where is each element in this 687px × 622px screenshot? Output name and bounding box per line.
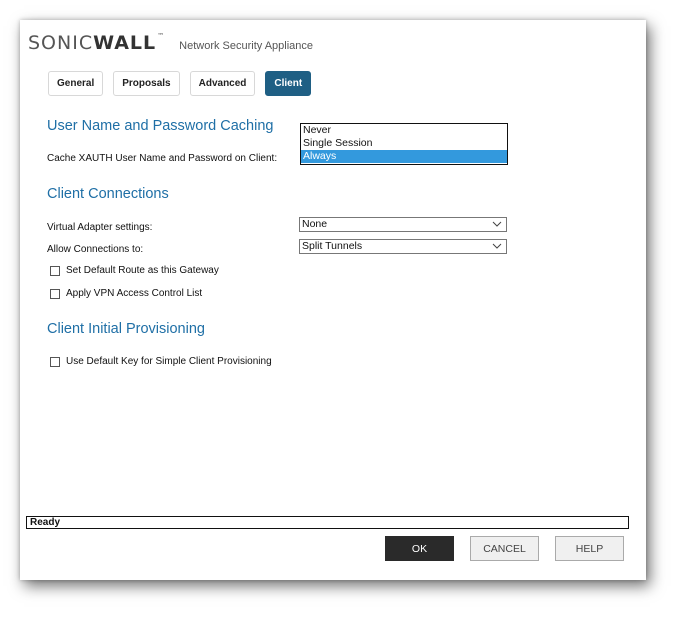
status-bar: Ready [26,516,629,529]
provisioning-section-title: Client Initial Provisioning [47,321,205,337]
allow-connections-select[interactable] [299,239,507,254]
tab-bar [48,71,311,96]
chevron-down-icon [492,242,502,250]
allow-connections-label: Allow Connections to: [47,244,144,255]
vpn-acl-label: Apply VPN Access Control List [66,288,203,299]
sonicwall-logo: SONICWALL™ [28,32,166,54]
tab-advanced[interactable]: Advanced [190,71,256,96]
allow-connections-value: Split Tunnels [302,240,363,252]
client-connections-title: Client Connections [47,186,169,202]
default-key-row [50,356,272,367]
chevron-down-icon [492,220,502,228]
help-button[interactable]: HELP [555,536,624,561]
default-key-checkbox[interactable] [50,357,60,367]
ok-button[interactable]: OK [385,536,454,561]
default-route-row [50,265,219,276]
virtual-adapter-select[interactable] [299,217,507,232]
option-single-session[interactable]: Single Session [303,137,373,149]
option-always[interactable]: Always [301,150,507,163]
brand-header [28,32,313,54]
tab-client[interactable]: Client [265,71,311,96]
product-subtitle: Network Security Appliance [179,40,314,52]
option-never[interactable]: Never [303,124,332,136]
virtual-adapter-value: None [302,218,328,230]
tab-proposals[interactable]: Proposals [113,71,179,96]
virtual-adapter-label: Virtual Adapter settings: [47,222,153,233]
cache-xauth-label: Cache XAUTH User Name and Password on Client: [47,153,278,164]
cache-xauth-listbox[interactable] [300,123,508,165]
vpn-acl-checkbox[interactable] [50,289,60,299]
caching-section-title: User Name and Password Caching [47,118,274,134]
default-route-checkbox[interactable] [50,266,60,276]
dialog-window [20,20,646,580]
tab-general[interactable]: General [48,71,103,96]
vpn-acl-row [50,288,202,299]
default-route-label: Set Default Route as this Gateway [66,265,219,276]
cancel-button[interactable]: CANCEL [470,536,539,561]
default-key-label: Use Default Key for Simple Client Provisioning [66,356,272,367]
